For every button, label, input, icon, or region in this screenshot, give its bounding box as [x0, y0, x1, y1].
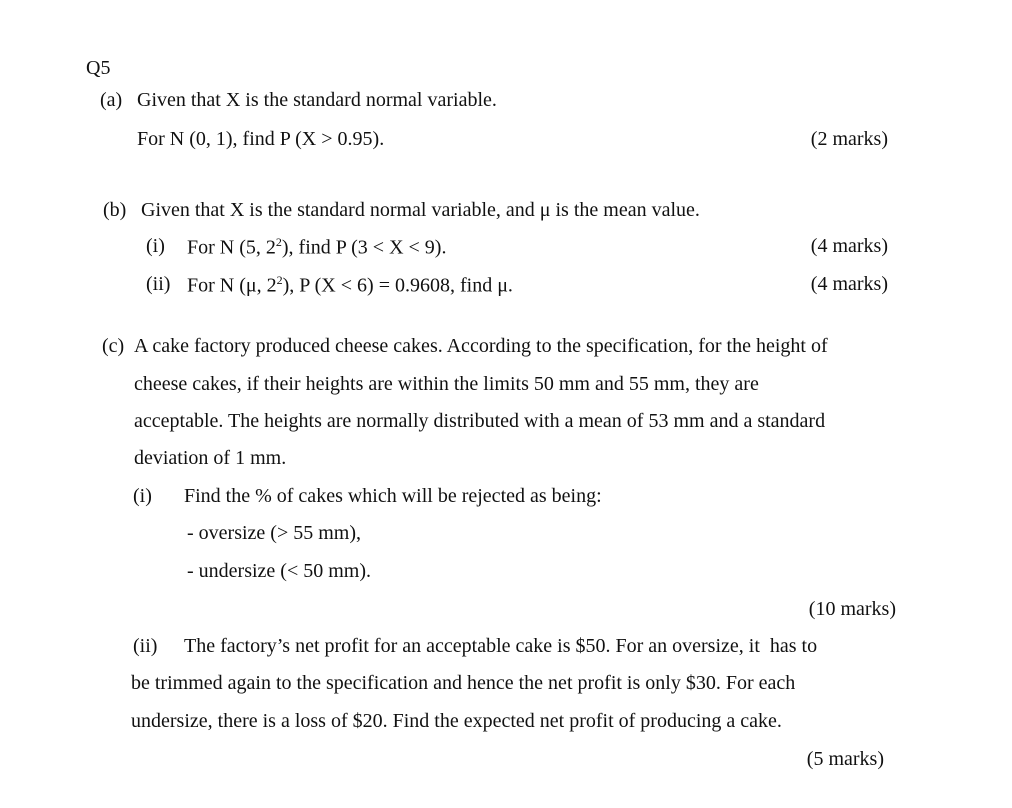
- part-b-ii-pre: For N (μ, 2: [187, 274, 277, 297]
- part-b-ii-post: ), P (X < 6) = 0.9608, find μ.: [282, 274, 513, 297]
- part-a-line2: For N (0, 1), find P (X > 0.95).: [137, 128, 385, 150]
- part-c-label: (c): [102, 335, 125, 357]
- part-c-ii-label: (ii): [133, 635, 158, 657]
- part-c-ii-marks: (5 marks): [806, 748, 884, 770]
- part-c-line3: acceptable. The heights are normally distributed with a mean of 53 mm and a standard: [134, 410, 826, 432]
- part-b-i-label: (i): [146, 235, 165, 257]
- part-b-ii-label: (ii): [146, 273, 171, 295]
- part-c-ii-line3: undersize, there is a loss of $20. Find the expected net profit of producing a cake.: [131, 710, 782, 732]
- part-c-ii-line1: The factory’s net profit for an acceptable cake is $50. For an oversize, it has to: [184, 635, 818, 657]
- part-c-i-bullet-undersize: - undersize (< 50 mm).: [187, 560, 372, 582]
- part-b-label: (b): [103, 199, 127, 221]
- part-c-line2: cheese cakes, if their heights are within the limits 50 mm and 55 mm, they are: [134, 373, 759, 395]
- part-c-i-text: Find the % of cakes which will be rejected as being:: [184, 485, 602, 507]
- part-c-line4: deviation of 1 mm.: [134, 447, 287, 469]
- part-c-i-marks: (10 marks): [808, 598, 896, 620]
- part-a-marks: (2 marks): [810, 128, 888, 150]
- part-b-i-marks: (4 marks): [810, 235, 888, 257]
- part-b-ii-text: [187, 274, 513, 296]
- part-b-i-text: [187, 236, 446, 258]
- part-b-ii-exponent: 2: [276, 273, 283, 287]
- part-b-intro: Given that X is the standard normal variable, and μ is the mean value.: [141, 199, 700, 221]
- part-b-i-post: ), find P (3 < X < 9).: [281, 236, 447, 259]
- question-number: Q5: [86, 57, 111, 79]
- part-a-line1: Given that X is the standard normal variable.: [137, 89, 497, 111]
- part-c-line1: A cake factory produced cheese cakes. According to the specification, for the height of: [134, 335, 828, 357]
- part-c-i-label: (i): [133, 485, 152, 507]
- part-b-i-pre: For N (5, 2: [187, 236, 276, 259]
- part-c-ii-line2: be trimmed again to the specification and hence the net profit is only $30. For each: [131, 672, 796, 694]
- part-b-i-exponent: 2: [275, 235, 282, 249]
- part-b-ii-marks: (4 marks): [810, 273, 888, 295]
- part-a-label: (a): [100, 89, 123, 111]
- part-c-i-bullet-oversize: - oversize (> 55 mm),: [187, 522, 362, 544]
